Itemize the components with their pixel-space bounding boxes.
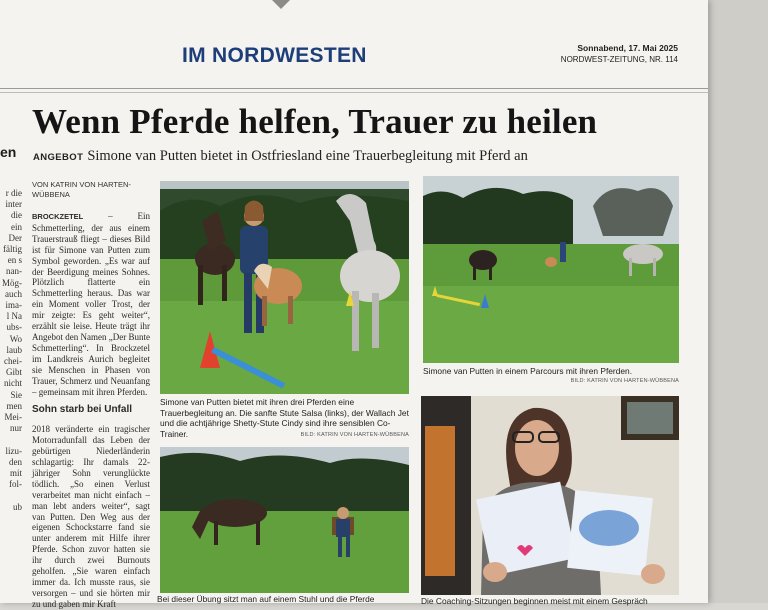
photo-2-credit: BILD: KATRIN VON HARTEN-WÜBBENA <box>570 378 679 384</box>
byline-line-2: WÜBBENA <box>32 190 70 199</box>
column-fragment-line: nur <box>10 423 22 434</box>
photo-1-credit: BILD: KATRIN VON HARTEN-WÜBBENA <box>300 432 409 438</box>
section-title: IM NORDWESTEN <box>182 44 367 67</box>
column-fragment-line: nan- <box>6 266 22 277</box>
article-subhead: Sohn starb bei Unfall <box>32 404 133 416</box>
column-fragment-line: Der <box>8 232 22 243</box>
kicker: ANGEBOT <box>33 152 84 163</box>
header-rule <box>0 88 708 89</box>
photo-4-caption: Die Coaching-Sitzungen beginnen meist mit einem Gespräch <box>421 596 648 606</box>
issue-date: Sonnabend, 17. Mai 2025 <box>577 43 678 53</box>
column-fragment-line: lizu- <box>5 445 22 456</box>
column-fragment-line: ima- <box>5 300 22 311</box>
column-fragment-line: chei- <box>4 356 22 367</box>
photo-horse-and-person-on-chair <box>160 447 409 593</box>
column-fragment-line: l Na <box>6 311 22 322</box>
column-fragment-line: die <box>11 210 22 221</box>
article-headline: Wenn Pferde helfen, Trauer zu heilen <box>32 102 598 141</box>
previous-column-fragment: en <box>0 144 17 160</box>
photo-3-caption: Bei dieser Übung sitzt man auf einem Stuhl und die Pferde <box>157 594 375 604</box>
photo-parcours-with-horses <box>423 176 679 363</box>
background-edge <box>708 0 768 603</box>
photo-woman-with-painted-cards <box>421 396 679 595</box>
column-fragment-line: fältig <box>3 244 22 255</box>
column-fragment-line: Gibt <box>5 367 22 378</box>
column-fragment-line: inter <box>5 199 22 210</box>
column-fragment-line: Mei- <box>4 412 22 423</box>
column-fragment-line <box>0 490 22 501</box>
column-fragment-line: men <box>6 400 22 411</box>
column-fragment-line: ein <box>11 221 22 232</box>
dateline <box>561 42 678 66</box>
paragraph-1-text: – Ein Schmetterling, der aus einem Trauerstrauß fliegt – dieses Bild ist für Simone van Putten zum Symbol geworden. „Es war auf der Beerdigung meines Sohnes. Plötzlich flatterte ein Schmetterling heraus. Das war ein Moment voller Trost, der mir zeigte: Es geht weiter“, erzählt sie leise. Heute trägt ihr Angebot den Namen „Der Bunte Schmetterling“. In Brockzetel im Landkreis Aurich begleitet sie Menschen in Phasen von Trauer, Schmerz und Neuanfang – gemeinsam mit ihren Pferden. <box>32 211 150 397</box>
column-fragment-line: auch <box>5 288 22 299</box>
column-fragment-line: laub <box>6 344 22 355</box>
dateline-place: BROCKZETEL <box>32 212 84 221</box>
page-notch <box>272 0 290 9</box>
column-fragment-line: Wo <box>9 333 22 344</box>
column-fragment-line: den <box>9 456 22 467</box>
column-fragment-line: Mög- <box>2 277 22 288</box>
column-fragment-line: Sie <box>10 389 22 400</box>
column-fragment-line: fol- <box>9 479 22 490</box>
subline-text: Simone van Putten bietet in Ostfriesland eine Trauerbegleitung mit Pferd an <box>87 148 528 164</box>
issue-number: NORDWEST-ZEITUNG, NR. 114 <box>560 55 678 64</box>
column-fragment-line <box>0 434 22 445</box>
header-rule-thin <box>0 92 708 93</box>
article-subheadline <box>33 148 528 165</box>
column-fragment-line: en s <box>7 255 22 266</box>
byline-line-1: VON KATRIN VON HARTEN- <box>32 180 131 189</box>
column-fragment-line: mit <box>9 468 22 479</box>
column-fragment-line: ubs- <box>6 322 22 333</box>
byline <box>32 180 142 200</box>
paragraph-2: 2018 veränderte ein tragischer Motorradunfall das Leben der gebürtigen Niederländerin schlagartig: Ihr damals 22-jähriger Sohn verunglückte tödlich. „So einen Verlust verarbeitet man nicht einfach – man lebt anders weiter“, sagt van Putten. Den Weg aus der eigenen Schockstarre fand sie unter anderem mit Hilfe ihrer Pferde. Schon zuvor hatten sie ihr durch zwei Burnouts geholfen. „Sie waren einfach immer da. Ich musste raus, sie versorgen – und sie hörten mir zu und gaben mir Kraft <box>32 424 150 609</box>
photo-1-caption: Simone van Putten bietet mit ihren drei Pferden eine Trauerbegleitung an. Die sanfte Stute Salsa (links), der Wallach Jet und die achtjährige Shetty-Stute Cindy sind ihre sensiblen Co-Trainer. <box>160 397 409 439</box>
photo-2-caption: Simone van Putten in einem Parcours mit ihren Pferden. <box>423 366 633 376</box>
column-fragment-line: nicht <box>4 378 22 389</box>
column-fragment-line: r die <box>5 188 22 198</box>
column-fragment-line: ub <box>13 501 22 512</box>
paragraph-1 <box>32 211 150 397</box>
photo-woman-with-three-horses <box>160 181 409 394</box>
adjacent-column-fragments <box>0 188 22 513</box>
article-body <box>32 211 150 610</box>
